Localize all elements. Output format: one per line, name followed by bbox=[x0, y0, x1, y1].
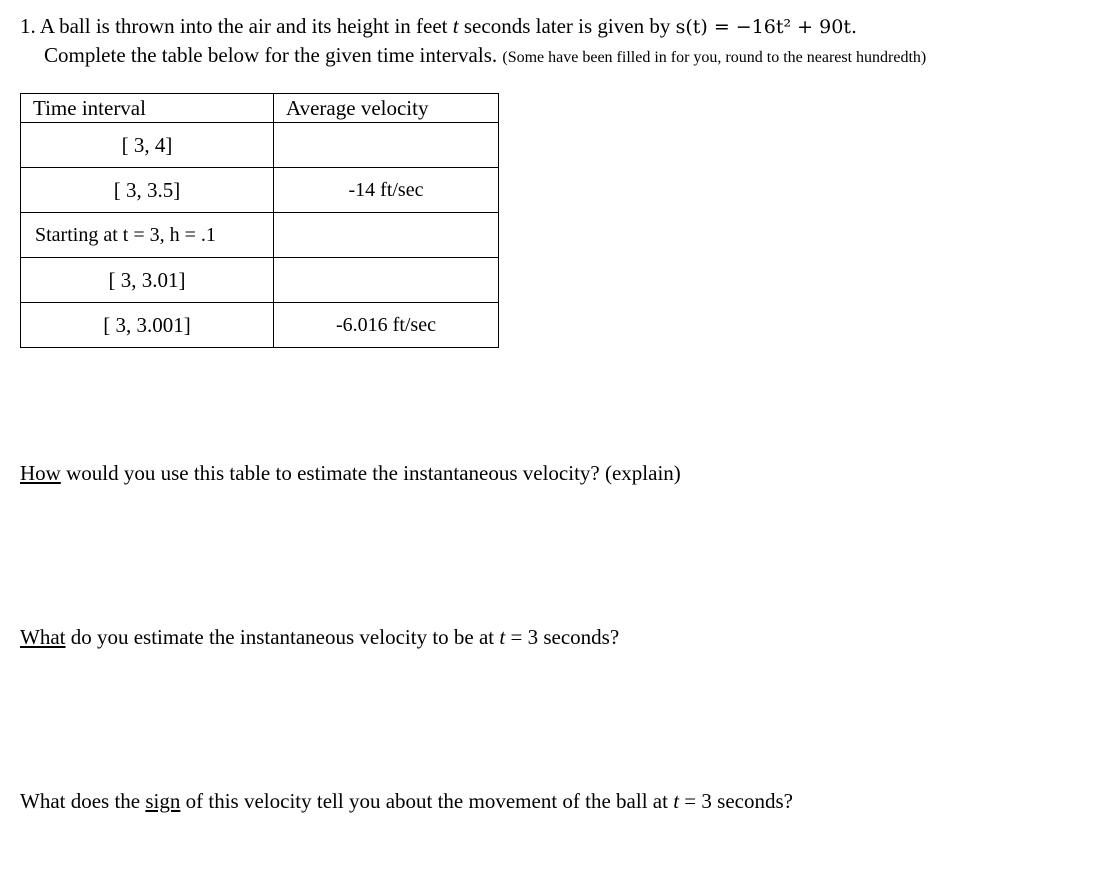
interval-cell: [ 3, 4] bbox=[21, 123, 274, 168]
problem-text-b: seconds later is given by bbox=[463, 14, 671, 38]
instructions-text: Complete the table below for the given time intervals. bbox=[44, 43, 498, 67]
header-time-interval: Time interval bbox=[21, 94, 274, 123]
position-formula: s(t) = −16t² + 90t. bbox=[675, 16, 857, 38]
problem-statement-line1 bbox=[20, 13, 857, 40]
question-text: would you use this table to estimate the instantaneous velocity? (explain) bbox=[60, 461, 681, 485]
table-row bbox=[21, 213, 499, 258]
question-keyword-sign: sign bbox=[145, 789, 181, 813]
problem-statement-line2 bbox=[44, 42, 926, 71]
question-keyword-how: How bbox=[20, 461, 61, 485]
question-velocity-sign bbox=[20, 789, 793, 814]
question-text: = 3 seconds? bbox=[679, 789, 793, 813]
time-variable: t bbox=[673, 789, 680, 813]
velocity-cell: -14 ft/sec bbox=[274, 168, 499, 213]
header-average-velocity: Average velocity bbox=[274, 94, 499, 123]
question-estimate-value bbox=[20, 625, 619, 650]
question-estimate-method bbox=[20, 461, 681, 486]
velocity-cell[interactable] bbox=[274, 258, 499, 303]
interval-cell: [ 3, 3.001] bbox=[21, 303, 274, 348]
table-row bbox=[21, 168, 499, 213]
question-keyword-what: What bbox=[20, 625, 66, 649]
velocity-cell[interactable] bbox=[274, 123, 499, 168]
velocity-cell[interactable] bbox=[274, 213, 499, 258]
instructions-note: (Some have been filled in for you, round to the nearest hundredth) bbox=[502, 49, 927, 66]
question-text: = 3 seconds? bbox=[505, 625, 620, 649]
velocity-table bbox=[20, 93, 499, 348]
question-text: What does the bbox=[20, 789, 146, 813]
problem-text-a: A ball is thrown into the air and its height in feet bbox=[39, 14, 448, 38]
question-text: do you estimate the instantaneous velocity to be at bbox=[65, 625, 500, 649]
table-row bbox=[21, 123, 499, 168]
problem-number: 1. bbox=[20, 14, 36, 38]
interval-cell: [ 3, 3.01] bbox=[21, 258, 274, 303]
velocity-cell: -6.016 ft/sec bbox=[274, 303, 499, 348]
time-variable: t bbox=[499, 625, 506, 649]
question-text: of this velocity tell you about the movement of the ball at bbox=[180, 789, 674, 813]
time-variable: t bbox=[452, 14, 459, 38]
interval-cell: Starting at t = 3, h = .1 bbox=[21, 213, 274, 258]
table-row bbox=[21, 303, 499, 348]
interval-cell: [ 3, 3.5] bbox=[21, 168, 274, 213]
table-header-row bbox=[21, 94, 499, 123]
table-row bbox=[21, 258, 499, 303]
